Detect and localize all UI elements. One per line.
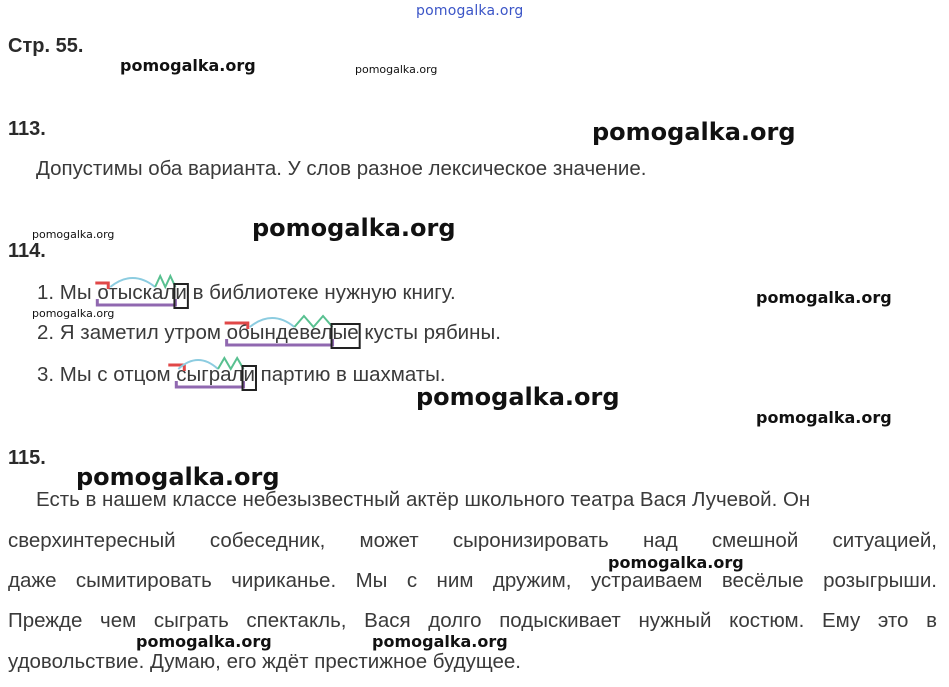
top-watermark: pomogalka.org — [416, 3, 524, 19]
watermark: pomogalka.org — [372, 632, 508, 651]
suffix-mark — [218, 358, 244, 369]
exercise-114-number: 114. — [8, 240, 46, 262]
exercise-115-line-1: Есть в нашем классе небезызвестный актёр школьного театра Вася Лучевой. Он — [36, 488, 811, 511]
root-arc — [250, 318, 295, 327]
watermark: pomogalka.org — [756, 408, 892, 427]
ending-box — [332, 324, 360, 348]
exercise-115-number: 115. — [8, 447, 46, 469]
word-stem-otyskal: отыскал — [97, 281, 176, 304]
watermark: pomogalka.org — [136, 632, 272, 651]
watermark: pomogalka.org — [76, 463, 280, 491]
sentence-1-post: в библиотеке нужную книгу. — [186, 281, 456, 304]
exercise-115-line-5: удовольствие. Думаю, его ждёт престижное будущее. — [8, 650, 521, 673]
exercise-115-line-2: сверхинтересный собеседник, может сыронизировать над смешной ситуацией, — [8, 529, 937, 552]
exercise-115-line-3: даже сымитировать чириканье. Мы с ним дружим, устраиваем весёлые розыгрыши. — [8, 569, 937, 592]
watermark: pomogalka.org — [120, 56, 256, 75]
sentence-1-pre: 1. Мы — [37, 281, 98, 304]
sentence-3-post: партию в шахматы. — [254, 363, 446, 386]
stem-bracket — [227, 339, 333, 345]
word-stem-obyndevel: обындевел — [226, 321, 333, 344]
sentence-2-pre: 2. Я заметил утром — [37, 321, 227, 344]
exercise-113-number: 113. — [8, 118, 46, 140]
exercise-113-answer: Допустимы оба варианта. У слов разное лексическое значение. — [36, 157, 647, 180]
sentence-3-pre: 3. Мы с отцом — [37, 363, 177, 386]
watermark: pomogalka.org — [592, 118, 796, 146]
watermark: pomogalka.org — [756, 288, 892, 307]
exercise-115-line-4: Прежде чем сыграть спектакль, Вася долго подыскивает нужный костюм. Ему это в — [8, 609, 937, 632]
root-arc — [110, 278, 155, 287]
watermark: pomogalka.org — [252, 214, 456, 242]
prefix-mark — [225, 323, 248, 329]
word-ending-ye: ые — [332, 321, 359, 344]
suffix-mark — [155, 276, 175, 287]
stem-bracket — [176, 381, 243, 387]
sentence-2-post: кусты рябины. — [358, 321, 501, 344]
watermark: pomogalka.org — [32, 228, 115, 241]
suffix-mark — [294, 316, 332, 327]
watermark: pomogalka.org — [608, 553, 744, 572]
watermark: pomogalka.org — [416, 383, 620, 411]
watermark: pomogalka.org — [32, 307, 115, 320]
watermark: pomogalka.org — [355, 63, 438, 76]
word-stem-sygral: сыграл — [176, 363, 244, 386]
word-ending-i-3: и — [243, 363, 255, 386]
prefix-mark — [95, 283, 108, 289]
page-title: Стр. 55. — [8, 35, 84, 57]
word-ending-i-1: и — [175, 281, 187, 304]
stem-bracket — [97, 299, 175, 305]
